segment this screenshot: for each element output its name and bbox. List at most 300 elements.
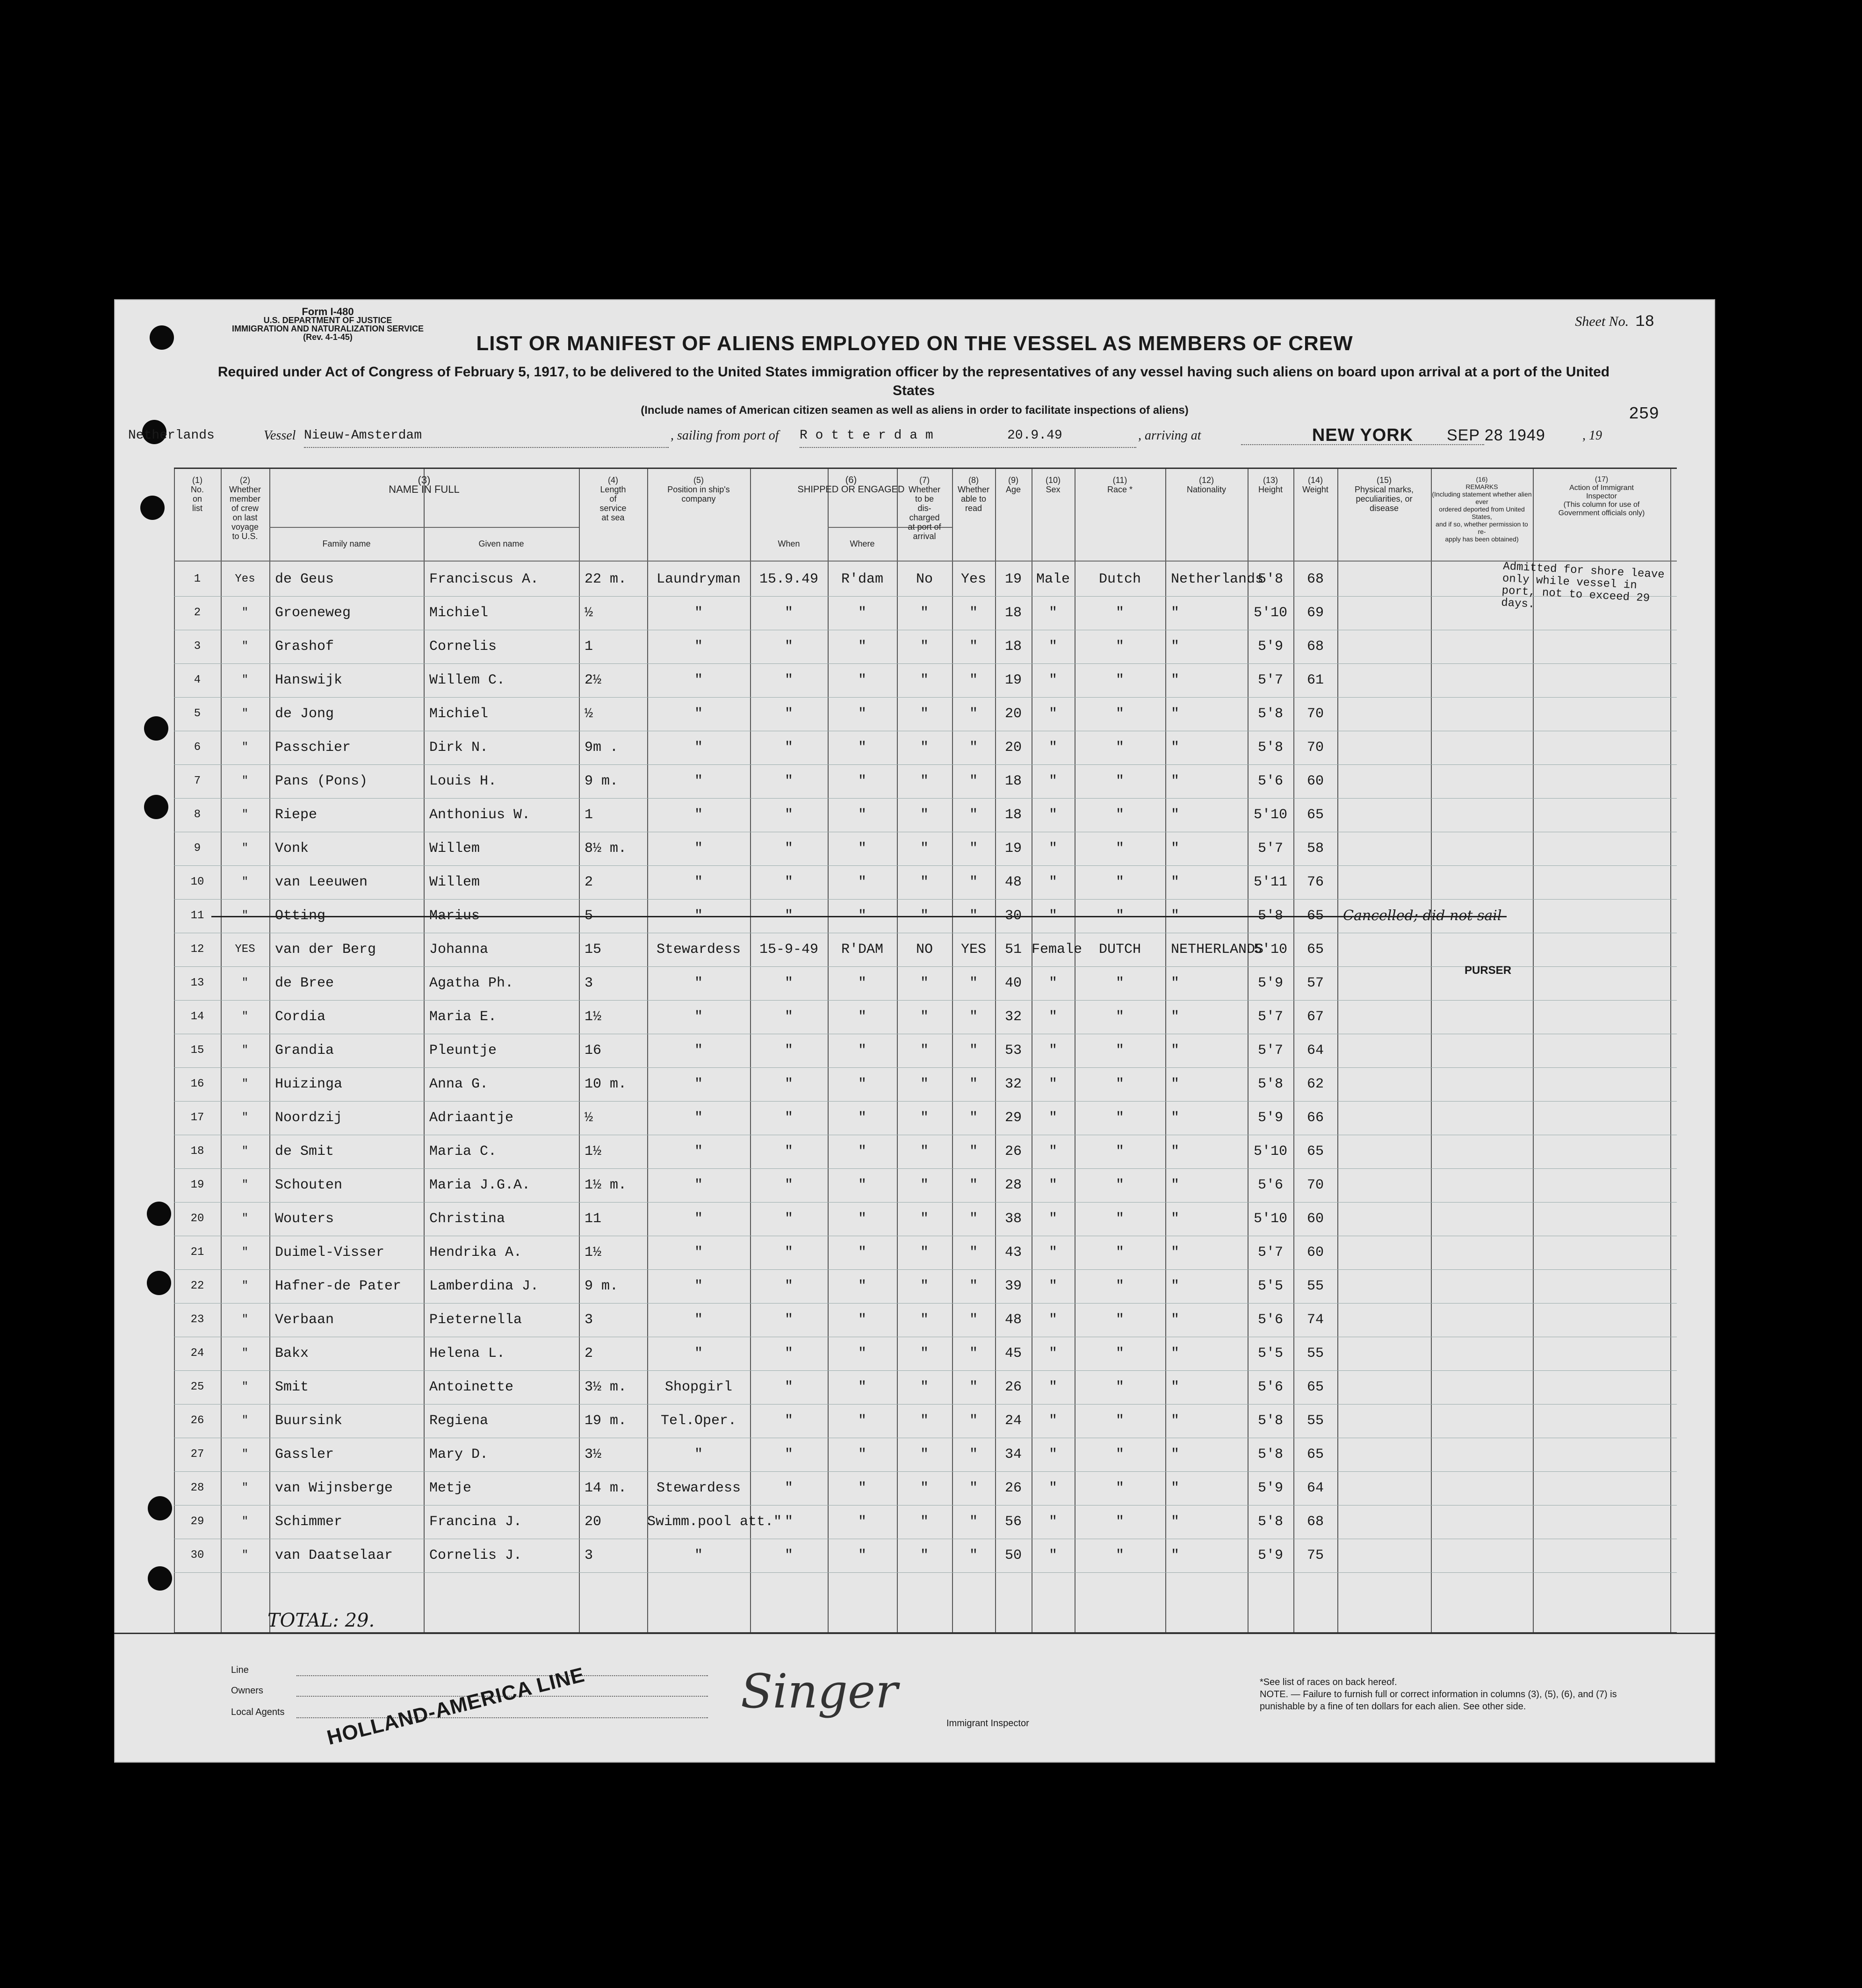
cell-service: 20 [585, 1514, 602, 1530]
cell-position: " [694, 1447, 703, 1462]
cell-given: Hendrika A. [429, 1245, 522, 1261]
cell-when: " [784, 1514, 793, 1530]
cell-family: Schouten [275, 1177, 343, 1193]
cell-disch: " [920, 672, 929, 688]
cell-given: Franciscus A. [429, 571, 539, 587]
cell-when: " [784, 1043, 793, 1059]
cell-given: Maria J.G.A. [429, 1177, 531, 1193]
cell-weight: 55 [1306, 1346, 1324, 1361]
cell-given: Michiel [429, 706, 489, 722]
cell-service: 3 [585, 1548, 593, 1563]
cell-height: 5'9 [1257, 975, 1283, 991]
cell-service: 1 [585, 807, 593, 823]
cell-race: " [1115, 1346, 1124, 1361]
cell-given: Agatha Ph. [429, 975, 514, 991]
cell-family: Smit [275, 1379, 309, 1395]
header-prior-voyage: (2) Whether member of crew on last voyage to U.S. [229, 475, 261, 541]
cell-family: Riepe [275, 807, 318, 823]
sheet-number [1575, 313, 1654, 331]
cell-height: 5'8 [1257, 740, 1283, 756]
table-row [174, 1067, 1677, 1102]
cell-service: ½ [585, 605, 593, 621]
cell-position: " [694, 1177, 703, 1193]
cell-where: " [858, 1312, 866, 1328]
cell-read: " [969, 1379, 978, 1395]
cell-where: " [858, 807, 866, 823]
cell-where: " [858, 1110, 866, 1126]
table-row [174, 596, 1677, 630]
table-row [174, 1236, 1677, 1270]
header-family-name: Family name [322, 539, 371, 548]
cell-read: " [969, 605, 978, 621]
cell-where: " [858, 706, 866, 722]
cell-age: 19 [1004, 841, 1022, 857]
cell-nat: " [1171, 1312, 1180, 1328]
cell-prev: " [241, 1246, 249, 1259]
cell-race: " [1115, 1076, 1124, 1092]
purser-label: PURSER [1465, 964, 1512, 977]
cell-weight: 70 [1306, 706, 1324, 722]
cell-family: Buursink [275, 1413, 343, 1429]
cell-family: Gassler [275, 1447, 334, 1462]
cell-position: " [694, 1346, 703, 1361]
cell-sex: Female [1032, 942, 1083, 958]
cell-when: " [784, 908, 793, 924]
cell-disch: " [920, 706, 929, 722]
cell-where: " [858, 908, 866, 924]
cell-family: van Daatselaar [275, 1548, 393, 1563]
cell-age: 19 [1004, 571, 1022, 587]
cell-nat: Netherlands [1171, 571, 1264, 587]
cell-when: " [784, 1211, 793, 1227]
cell-service: 9 m. [585, 773, 619, 789]
table-row [174, 1505, 1677, 1539]
cell-nat: " [1171, 1211, 1180, 1227]
arriving-label: , arriving at [1138, 428, 1201, 443]
cell-prev: " [241, 741, 249, 754]
cell-family: de Bree [275, 975, 334, 991]
cell-given: Antoinette [429, 1379, 514, 1395]
cell-no: 22 [190, 1280, 204, 1292]
cell-race: " [1115, 975, 1124, 991]
header-remarks: (16) REMARKS (Including statement whether alien ever ordered deported from United States, and if so, whether permission to re- apply has been obtained) [1432, 475, 1532, 543]
cell-nat: NETHERLANDS [1171, 942, 1264, 958]
cell-age: 26 [1004, 1379, 1022, 1395]
cell-given: Mary D. [429, 1447, 489, 1462]
cell-where: " [858, 874, 866, 890]
cell-prev: " [241, 674, 249, 686]
owners-label: Owners [231, 1685, 263, 1696]
cell-race: " [1115, 773, 1124, 789]
cell-sex: " [1048, 1211, 1057, 1227]
cell-nat: " [1171, 740, 1180, 756]
cell-given: Cornelis J. [429, 1548, 522, 1563]
cell-disch: " [920, 1278, 929, 1294]
cell-given: Lamberdina J. [429, 1278, 539, 1294]
cell-nat: " [1171, 1110, 1180, 1126]
cell-nat: " [1171, 975, 1180, 991]
header-when: When [778, 539, 800, 548]
cell-age: 48 [1004, 874, 1022, 890]
service-name: IMMIGRATION AND NATURALIZATION SERVICE [232, 324, 424, 333]
cell-height: 5'7 [1257, 1043, 1283, 1059]
inspector-label: Immigrant Inspector [946, 1718, 1029, 1729]
cell-weight: 65 [1306, 807, 1324, 823]
header-weight: (14) Weight [1302, 475, 1328, 494]
cell-sex: " [1048, 1379, 1057, 1395]
footer [114, 1633, 1715, 1764]
cell-family: Verbaan [275, 1312, 334, 1328]
cell-height: 5'6 [1257, 1312, 1283, 1328]
cell-disch: No [916, 571, 933, 587]
cell-where: " [858, 1009, 866, 1025]
cell-service: 2 [585, 874, 593, 890]
cell-where: " [858, 1278, 866, 1294]
cell-height: 5'7 [1257, 672, 1283, 688]
cell-no: 28 [190, 1482, 204, 1494]
cell-sex: " [1048, 639, 1057, 655]
cell-where: " [858, 841, 866, 857]
cell-age: 19 [1004, 672, 1022, 688]
header-given-name: Given name [478, 539, 524, 548]
cell-given: Pleuntje [429, 1043, 497, 1059]
cell-sex: " [1048, 1177, 1057, 1193]
cell-sex: " [1048, 975, 1057, 991]
cell-given: Helena L. [429, 1346, 505, 1361]
cell-position: Swimm.pool att." [647, 1514, 782, 1530]
cell-family: Otting [275, 908, 326, 924]
cell-height: 5'7 [1257, 1009, 1283, 1025]
cell-position: " [694, 672, 703, 688]
cell-given: Louis H. [429, 773, 497, 789]
cell-race: " [1115, 1278, 1124, 1294]
cell-given: Anthonius W. [429, 807, 531, 823]
cell-prev: " [241, 1212, 249, 1225]
cell-age: 50 [1004, 1548, 1022, 1563]
cell-weight: 68 [1306, 1514, 1324, 1530]
cell-when: " [784, 975, 793, 991]
cell-read: " [969, 1278, 978, 1294]
vessel-label: Vessel [264, 428, 296, 443]
cell-disch: " [920, 1312, 929, 1328]
cell-service: 16 [585, 1043, 602, 1059]
cell-disch: " [920, 1177, 929, 1193]
cell-nat: " [1171, 1278, 1180, 1294]
cell-where: " [858, 1076, 866, 1092]
cell-prev: " [241, 1549, 249, 1562]
cell-age: 26 [1004, 1480, 1022, 1496]
cell-position: " [694, 841, 703, 857]
cell-age: 28 [1004, 1177, 1022, 1193]
header-shipped-engaged: (6) SHIPPED OR ENGAGED [797, 475, 905, 495]
cell-disch: " [920, 807, 929, 823]
cell-family: Huizinga [275, 1076, 343, 1092]
cell-prev: " [241, 1010, 249, 1023]
cell-weight: 65 [1306, 908, 1324, 924]
cell-service: 8½ m. [585, 841, 627, 857]
cell-race: " [1115, 874, 1124, 890]
cell-age: 18 [1004, 639, 1022, 655]
cell-service: 3½ m. [585, 1379, 627, 1395]
cell-disch: " [920, 639, 929, 655]
table-row [174, 899, 1677, 933]
cell-when: " [784, 1480, 793, 1496]
cell-when: " [784, 639, 793, 655]
cell-sex: " [1048, 841, 1057, 857]
cell-position: " [694, 1009, 703, 1025]
cell-position: " [694, 1043, 703, 1059]
cell-race: " [1115, 807, 1124, 823]
cell-disch: " [920, 1480, 929, 1496]
header-physical-marks: (15) Physical marks, peculiarities, or disease [1354, 475, 1414, 513]
cell-nat: " [1171, 908, 1180, 924]
header-position: (5) Position in ship's company [667, 475, 730, 504]
sheet-value: 18 [1635, 313, 1654, 331]
cell-when: 15-9-49 [759, 942, 819, 958]
cell-sex: " [1048, 1312, 1057, 1328]
cell-prev: " [241, 1280, 249, 1292]
cell-sex: " [1048, 1447, 1057, 1462]
cell-read: " [969, 706, 978, 722]
cell-read: " [969, 1480, 978, 1496]
cell-no: 11 [190, 909, 204, 922]
cell-read: " [969, 874, 978, 890]
cell-sex: " [1048, 740, 1057, 756]
revision: (Rev. 4-1-45) [303, 332, 353, 342]
punch-hole [140, 496, 165, 520]
arrival-port: NEW YORK [1241, 425, 1484, 445]
cell-weight: 70 [1306, 1177, 1324, 1193]
cell-position: " [694, 1548, 703, 1563]
table-row [174, 966, 1677, 1001]
cell-nat: " [1171, 1379, 1180, 1395]
cell-weight: 60 [1306, 1211, 1324, 1227]
table-row [174, 1404, 1677, 1438]
cell-prev: " [241, 1044, 249, 1057]
cell-no: 27 [190, 1448, 204, 1461]
header-age: (9) Age [1005, 475, 1021, 494]
cell-prev: " [241, 808, 249, 821]
cell-where: " [858, 740, 866, 756]
cell-service: ½ [585, 1110, 593, 1126]
cell-where: " [858, 672, 866, 688]
penalty-note: NOTE. — Failure to furnish full or correct information in columns (3), (5), (6), and (7) is punishable by a fine of ten dollars for each alien. See other side. [1260, 1689, 1617, 1712]
page-subtitle: Required under Act of Congress of February 5, 1917, to be delivered to the United States immigration officer by the representatives of any vessel having such aliens on board upon arrival at a port of the United States [217, 364, 1610, 398]
cell-weight: 68 [1306, 571, 1324, 587]
cell-nat: " [1171, 1245, 1180, 1261]
table-row [174, 1269, 1677, 1304]
cell-race: " [1115, 1245, 1124, 1261]
table-row [174, 1168, 1677, 1203]
cell-weight: 65 [1306, 1379, 1324, 1395]
cell-position: Stewardess [656, 1480, 741, 1496]
cell-position: Shopgirl [664, 1379, 733, 1395]
cell-weight: 66 [1306, 1110, 1324, 1126]
cell-read: " [969, 740, 978, 756]
cell-family: Schimmer [275, 1514, 343, 1530]
cell-no: 5 [194, 707, 201, 720]
cell-race: " [1115, 908, 1124, 924]
cell-where: " [858, 1548, 866, 1563]
cell-race: " [1115, 1413, 1124, 1429]
table-row [174, 764, 1677, 799]
cell-race: " [1115, 1447, 1124, 1462]
cell-age: 56 [1004, 1514, 1022, 1530]
cell-nat: " [1171, 1514, 1180, 1530]
cell-height: 5'10 [1253, 1144, 1287, 1160]
cell-prev: " [241, 1482, 249, 1494]
cell-read: " [969, 639, 978, 655]
cell-family: van der Berg [275, 942, 376, 958]
cell-weight: 57 [1306, 975, 1324, 991]
cell-prev: " [241, 977, 249, 989]
cell-nat: " [1171, 605, 1180, 621]
cell-where: " [858, 975, 866, 991]
cell-sex: " [1048, 1548, 1057, 1563]
cell-disch: " [920, 975, 929, 991]
table-row [174, 798, 1677, 832]
cell-service: 3½ [585, 1447, 602, 1462]
table-row [174, 1539, 1677, 1573]
cell-position: " [694, 1110, 703, 1126]
cell-race: " [1115, 1043, 1124, 1059]
cell-prev: " [241, 606, 249, 619]
cell-where: " [858, 1480, 866, 1496]
cell-when: " [784, 1447, 793, 1462]
cell-read: " [969, 975, 978, 991]
cell-where: " [858, 1514, 866, 1530]
cell-age: 40 [1004, 975, 1022, 991]
cell-no: 29 [190, 1515, 204, 1528]
cell-height: 5'11 [1253, 874, 1287, 890]
cell-service: ½ [585, 706, 593, 722]
table-row [174, 1337, 1677, 1371]
cell-position: " [694, 773, 703, 789]
cell-read: " [969, 1514, 978, 1530]
cell-disch: " [920, 1514, 929, 1530]
cell-age: 38 [1004, 1211, 1022, 1227]
cell-given: Adriaantje [429, 1110, 514, 1126]
cell-disch: " [920, 1548, 929, 1563]
cell-age: 51 [1004, 942, 1022, 958]
cell-read: Yes [960, 571, 986, 587]
sailing-label: , sailing from port of [671, 428, 779, 443]
cell-nat: " [1171, 874, 1180, 890]
cell-nat: " [1171, 1548, 1180, 1563]
local-agents-label: Local Agents [231, 1707, 285, 1717]
cell-position: " [694, 1144, 703, 1160]
cell-weight: 62 [1306, 1076, 1324, 1092]
cell-when: " [784, 1245, 793, 1261]
cell-disch: " [920, 908, 929, 924]
cell-weight: 55 [1306, 1413, 1324, 1429]
cell-read: " [969, 807, 978, 823]
cell-family: van Wijnsberge [275, 1480, 393, 1496]
sheet-label: Sheet No. [1575, 314, 1629, 329]
form-number: Form I-480 [302, 306, 354, 317]
cell-position: " [694, 807, 703, 823]
cell-read: " [969, 672, 978, 688]
cell-age: 43 [1004, 1245, 1022, 1261]
cell-service: 14 m. [585, 1480, 627, 1496]
cell-given: Michiel [429, 605, 489, 621]
cell-no: 24 [190, 1347, 204, 1360]
cell-read: " [969, 773, 978, 789]
punch-hole [148, 1496, 172, 1520]
cell-no: 6 [194, 741, 201, 754]
cell-read: YES [960, 942, 986, 958]
cell-where: " [858, 1177, 866, 1193]
cell-prev: " [241, 1111, 249, 1124]
cell-race: " [1115, 1514, 1124, 1530]
cell-when: " [784, 1312, 793, 1328]
cell-given: Regiena [429, 1413, 489, 1429]
cell-physical: Cancelled; did not sail [1343, 908, 1502, 924]
cell-when: " [784, 1110, 793, 1126]
cell-prev: " [241, 909, 249, 922]
cell-race: " [1115, 639, 1124, 655]
cell-where: " [858, 605, 866, 621]
punch-hole [144, 795, 168, 819]
cell-read: " [969, 841, 978, 857]
table-row [174, 562, 1677, 597]
cell-service: 3 [585, 975, 593, 991]
cell-read: " [969, 1009, 978, 1025]
cell-age: 39 [1004, 1278, 1022, 1294]
cell-age: 32 [1004, 1009, 1022, 1025]
cell-prev: " [241, 1145, 249, 1158]
cell-sex: " [1048, 807, 1057, 823]
cell-no: 15 [190, 1044, 204, 1057]
cell-given: Maria E. [429, 1009, 497, 1025]
cell-read: " [969, 1548, 978, 1563]
department: U.S. DEPARTMENT OF JUSTICE [263, 316, 392, 325]
cell-position: " [694, 1278, 703, 1294]
cell-sex: " [1048, 1346, 1057, 1361]
cell-weight: 55 [1306, 1278, 1324, 1294]
punch-hole [148, 1566, 172, 1591]
departure-port: R o t t e r d a m [800, 428, 1136, 448]
cell-position: " [694, 1312, 703, 1328]
cell-no: 3 [194, 640, 201, 653]
cell-no: 4 [194, 674, 201, 686]
cell-no: 30 [190, 1549, 204, 1562]
cell-nat: " [1171, 1177, 1180, 1193]
cell-read: " [969, 1177, 978, 1193]
cell-when: " [784, 1346, 793, 1361]
cell-age: 24 [1004, 1413, 1022, 1429]
cell-weight: 69 [1306, 605, 1324, 621]
table-row [174, 663, 1677, 698]
cell-age: 18 [1004, 605, 1022, 621]
shore-leave-stamp: Admitted for shore leave only while vessel in port, not to exceed 29 days. [1501, 560, 1665, 612]
cell-read: " [969, 1447, 978, 1462]
cell-height: 5'8 [1257, 1447, 1283, 1462]
cell-prev: " [241, 1448, 249, 1461]
page-title: LIST OR MANIFEST OF ALIENS EMPLOYED ON THE VESSEL AS MEMBERS OF CREW [476, 332, 1353, 355]
cell-sex: " [1048, 706, 1057, 722]
cell-sex: " [1048, 1009, 1057, 1025]
header-service-length: (4) Length of service at sea [599, 475, 627, 522]
cell-no: 10 [190, 876, 204, 888]
cell-no: 14 [190, 1010, 204, 1023]
cell-prev: YES [235, 943, 255, 956]
cell-sex: " [1048, 1110, 1057, 1126]
cell-height: 5'10 [1253, 605, 1287, 621]
inspector-signature: Singer [741, 1664, 898, 1719]
cell-weight: 64 [1306, 1480, 1324, 1496]
cell-age: 29 [1004, 1110, 1022, 1126]
